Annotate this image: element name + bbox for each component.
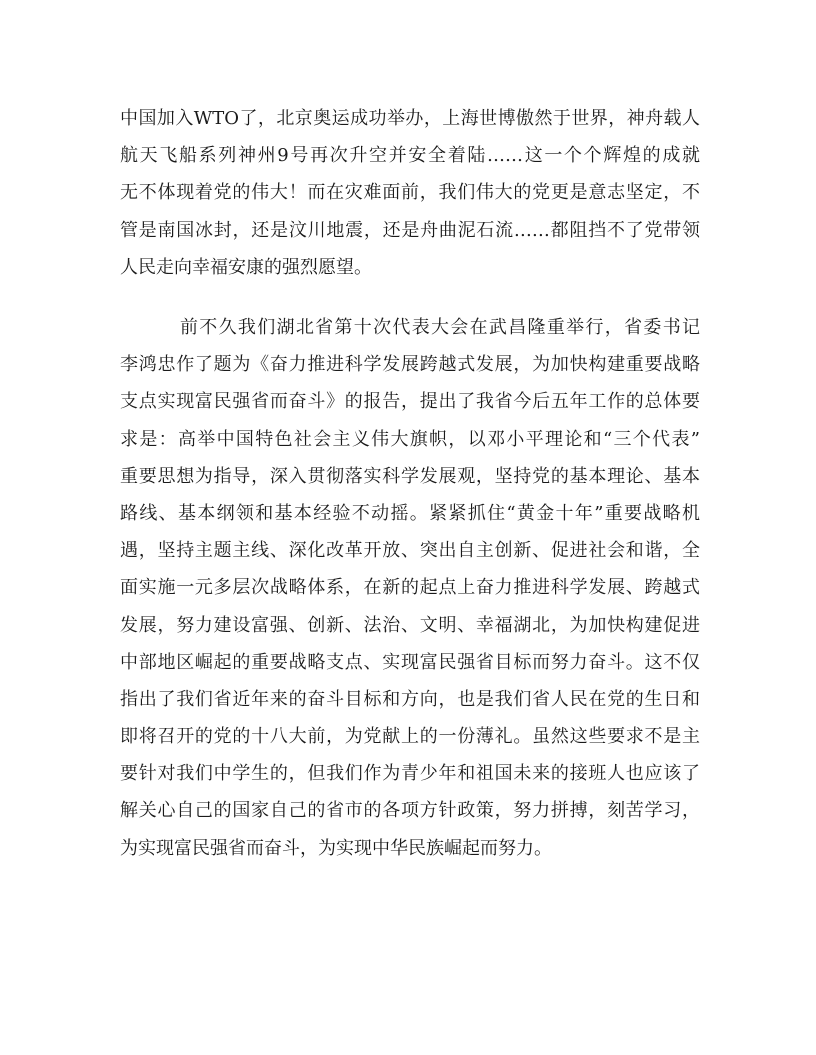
paragraph-line: 中国加入WTO了，北京奥运成功举办，上海世博傲然于世界，神舟载人 [120, 108, 700, 129]
paragraph-line: 管是南国冰封，还是汶川地震，还是舟曲泥石流……都阻挡不了党带领 [120, 219, 700, 241]
paragraph-line: 路线、基本纲领和基本经验不动摇。紧紧抓住“黄金十年”重要战略机 [120, 502, 700, 524]
paragraph-line: 支点实现富民强省而奋斗》的报告，提出了我省今后五年工作的总体要 [120, 391, 700, 413]
paragraph-line: 发展，努力建设富强、创新、法治、文明、幸福湖北，为加快构建促进 [120, 614, 700, 636]
paragraph-line: 面实施一元多层次战略体系，在新的起点上奋力推进科学发展、跨越式 [120, 577, 700, 599]
paragraph-line: 无不体现着党的伟大！而在灾难面前，我们伟大的党更是意志坚定，不 [120, 182, 700, 204]
paragraph-line: 遇，坚持主题主线、深化改革开放、突出自主创新、促进社会和谐，全 [120, 540, 700, 562]
paragraph-line: 航天飞船系列神州9号再次升空并安全着陆……这一个个辉煌的成就 [120, 145, 700, 167]
paragraph-line: 前不久我们湖北省第十次代表大会在武昌隆重举行，省委书记 [180, 317, 700, 338]
paragraph-line: 指出了我们省近年来的奋斗目标和方向，也是我们省人民在党的生日和 [120, 688, 700, 710]
paragraph-line: 求是：高举中国特色社会主义伟大旗帜，以邓小平理论和“三个代表” [120, 428, 700, 450]
paragraph-line: 重要思想为指导，深入贯彻落实科学发展观，坚持党的基本理论、基本 [120, 465, 700, 487]
paragraph-line: 李鸿忠作了题为《奋力推进科学发展跨越式发展，为加快构建重要战略 [120, 354, 700, 376]
paragraph-line: 为实现富民强省而奋斗，为实现中华民族崛起而努力。 [120, 837, 552, 859]
paragraph-line: 即将召开的党的十八大前，为党献上的一份薄礼。虽然这些要求不是主 [120, 726, 700, 748]
paragraph-2 [120, 309, 700, 867]
paragraph-1 [120, 100, 700, 286]
paragraph-line: 人民走向幸福安康的强烈愿望。 [120, 256, 372, 278]
paragraph-line: 要针对我们中学生的，但我们作为青少年和祖国未来的接班人也应该了 [120, 763, 700, 785]
paragraph-line: 解关心自己的国家自己的省市的各项方针政策，努力拼搏，刻苦学习， [120, 800, 700, 822]
paragraph-line: 中部地区崛起的重要战略支点、实现富民强省目标而努力奋斗。这不仅 [120, 651, 700, 673]
